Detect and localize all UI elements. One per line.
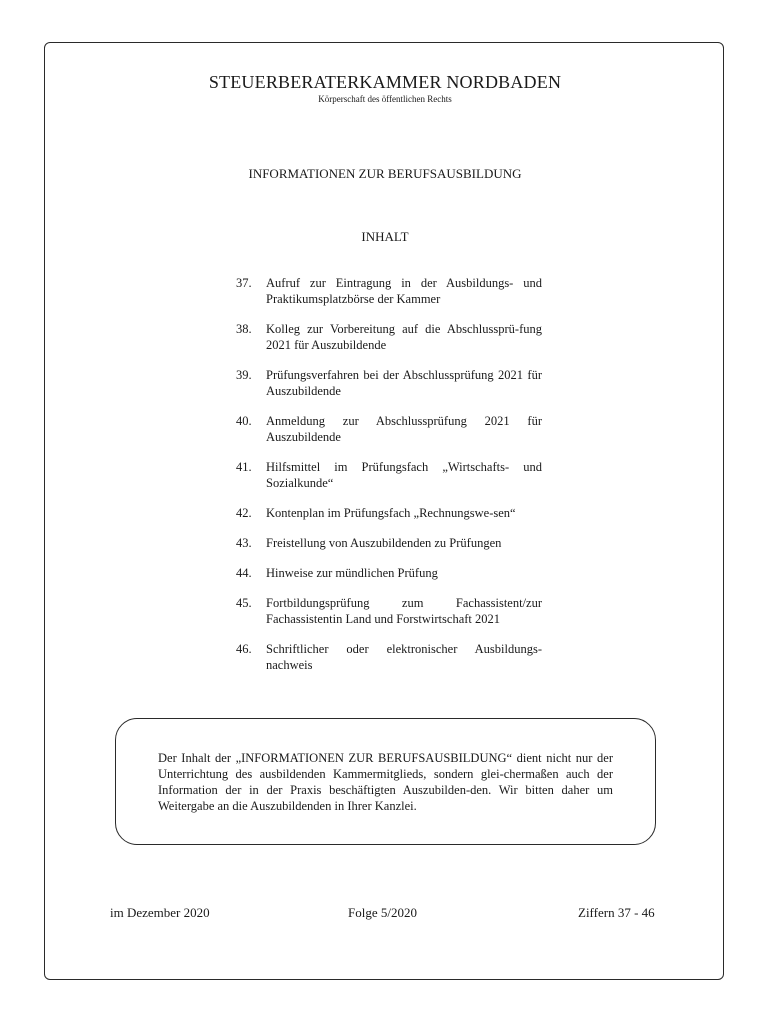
toc-item-number: 46. <box>236 642 252 656</box>
notice-text: Der Inhalt der „INFORMATIONEN ZUR BERUFSAUSBILDUNG“ dient nicht nur der Unterrichtung des ausbildenden Kammermitglieds, sondern glei-chermaßen auch der Information der in der Praxis beschäftigten Auszubilden-den. Wir bitten daher um Weitergabe an die Auszubildenden in Ihrer Kanzlei. <box>158 751 613 813</box>
toc-item-44 <box>236 565 542 581</box>
toc-item-number: 44. <box>236 566 252 580</box>
toc-item-text: Kontenplan im Prüfungsfach „Rechnungswe-sen“ <box>266 506 516 520</box>
footer-date: im Dezember 2020 <box>110 905 210 920</box>
footer-sections: Ziffern 37 - 46 <box>578 905 655 920</box>
toc-item-number: 40. <box>236 414 252 428</box>
toc-item-39 <box>236 367 542 399</box>
toc-item-41 <box>236 459 542 491</box>
toc-item-number: 43. <box>236 536 252 550</box>
toc-item-45 <box>236 595 542 627</box>
toc-item-text: Freistellung von Auszubildenden zu Prüfungen <box>266 536 502 550</box>
toc-item-number: 41. <box>236 460 252 474</box>
toc-item-text: Anmeldung zur Abschlussprüfung 2021 für Auszubildende <box>266 414 542 444</box>
toc-item-text: Aufruf zur Eintragung in der Ausbildungs- und Praktikumsplatzbörse der Kammer <box>266 276 542 306</box>
toc-item-40 <box>236 413 542 445</box>
toc-item-number: 38. <box>236 322 252 336</box>
toc-item-text: Hinweise zur mündlichen Prüfung <box>266 566 438 580</box>
toc-item-43 <box>236 535 542 551</box>
toc-item-42 <box>236 505 542 521</box>
toc-item-text: Prüfungsverfahren bei der Abschlussprüfung 2021 für Auszubildende <box>266 368 542 398</box>
toc-item-38 <box>236 321 542 353</box>
footer-issue: Folge 5/2020 <box>348 905 417 920</box>
toc-item-number: 39. <box>236 368 252 382</box>
toc-item-text: Hilfsmittel im Prüfungsfach „Wirtschafts- und Sozialkunde“ <box>266 460 542 490</box>
toc-item-number: 42. <box>236 506 252 520</box>
toc-item-37 <box>236 275 542 307</box>
toc-item-text: Schriftlicher oder elektronischer Ausbildungs-nachweis <box>266 642 542 672</box>
organization-subtitle: Körperschaft des öffentlichen Rechts <box>318 94 452 104</box>
toc-item-text: Fortbildungsprüfung zum Fachassistent/zur Fachassistentin Land und Forstwirtschaft 2021 <box>266 596 542 626</box>
table-of-contents <box>236 275 542 687</box>
toc-heading: INHALT <box>361 229 409 244</box>
toc-item-text: Kolleg zur Vorbereitung auf die Abschlussprü-fung 2021 für Auszubildende <box>266 322 542 352</box>
toc-item-number: 37. <box>236 276 252 290</box>
toc-item-number: 45. <box>236 596 252 610</box>
toc-item-46 <box>236 641 542 673</box>
organization-name: STEUERBERATERKAMMER NORDBADEN <box>208 72 562 92</box>
document-title: INFORMATIONEN ZUR BERUFSAUSBILDUNG <box>248 166 522 181</box>
